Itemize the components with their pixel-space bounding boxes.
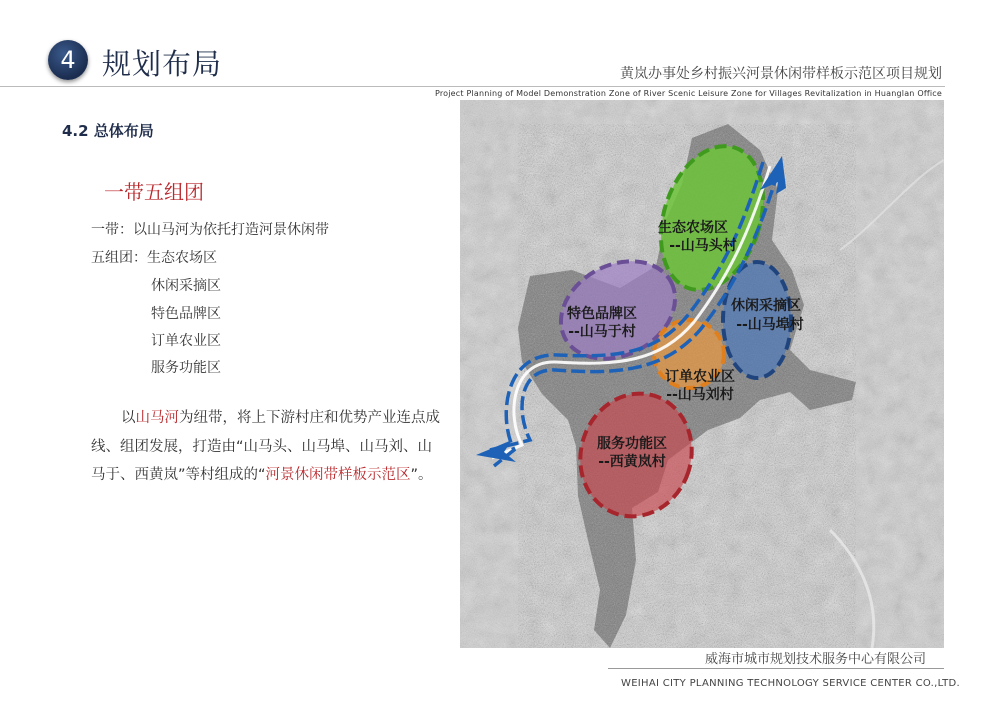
zone-label-order-farming-village: --山马刘村 [666,387,734,403]
cluster-item: 休闲采摘区 [151,278,221,294]
para-text: 为纽带，将上下游村庄和优势产业连点成线、组团发展，打造由“山马头、山马埠、山马刘、山马于、西黄岚”等村组成的“ [91,410,440,483]
para-text: 以 [121,410,136,426]
zone-label-eco-farm: 生态农场区 [658,220,728,236]
footer-divider [608,668,944,669]
description-paragraph [91,404,441,490]
project-title-en: Project Planning of Model Demonstration Zone of River Scenic Leisure Zone for Villages Revitalization in Huanglan Office [434,89,942,98]
zone-label-order-farming: 订单农业区 [665,369,735,385]
project-title-cn: 黄岚办事处乡村振兴河景休闲带样板示范区项目规划 [620,66,942,82]
cluster-item: 服务功能区 [151,360,221,376]
zone-label-brand-village: --山马于村 [568,324,636,340]
header-divider [0,86,945,87]
cluster-item: 订单农业区 [151,333,221,349]
section-number-badge: 4 [48,40,88,80]
company-name-en: WEIHAI CITY PLANNING TECHNOLOGY SERVICE CENTER CO.,LTD. [621,678,961,689]
zone-label-picking-village: --山马埠村 [736,317,804,333]
section-heading: 4.2 总体布局 [62,122,154,140]
zone-label-eco-farm-village: --山马头村 [669,238,737,254]
page-title: 规划布局 [102,47,223,81]
zone-label-brand: 特色品牌区 [567,306,637,322]
cluster-item: 特色品牌区 [151,306,221,322]
company-name-cn: 威海市城市规划技术服务中心有限公司 [705,652,927,667]
para-text: ”。 [410,467,433,483]
zone-label-service: 服务功能区 [597,436,667,452]
zone-highlight: 河景休闲带样板示范区 [265,467,411,483]
zone-label-picking: 休闲采摘区 [731,298,801,314]
planning-map [460,100,944,648]
belt-line: 一带：以山马河为依托打造河景休闲带 [91,222,329,238]
zone-label-service-village: --西黄岚村 [598,454,666,470]
slogan: 一带五组团 [104,180,204,204]
clusters-line: 五组团：生态农场区 [91,250,217,266]
river-highlight: 山马河 [135,410,179,426]
